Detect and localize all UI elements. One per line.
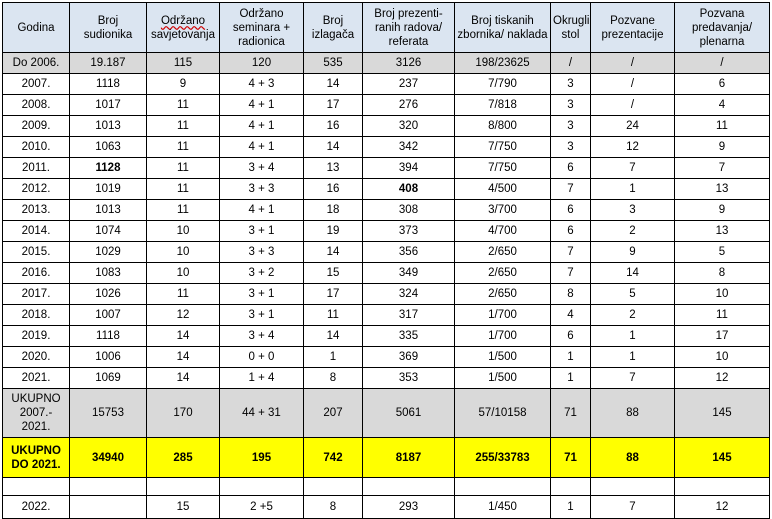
cell-pozvana-predavanja: 145 (675, 438, 770, 478)
cell-odrzano-savjetovanja: 10 (147, 242, 220, 263)
cell-pozvana-predavanja: 7 (675, 158, 770, 179)
cell-pozvane-prezentacije: 5 (591, 284, 675, 305)
statistics-table (2, 2, 770, 519)
cell-okrugli-stol: 1 (551, 347, 591, 368)
cell-izlagaca: 14 (304, 326, 363, 347)
cell-pozvane-prezentacije: 7 (591, 368, 675, 389)
cell-okrugli-stol: 3 (551, 95, 591, 116)
cell-broj-sudionika: 1026 (70, 284, 147, 305)
cell-zbornika: 1/700 (455, 305, 551, 326)
cell-izlagaca: 18 (304, 200, 363, 221)
cell-odrzano-savjetovanja: 170 (147, 389, 220, 438)
cell-radova: 356 (363, 242, 455, 263)
cell-odrzano-savjetovanja: 11 (147, 179, 220, 200)
cell-radova: 308 (363, 200, 455, 221)
cell-zbornika: 1/700 (455, 326, 551, 347)
cell-godina: UKUPNO 2007.- 2021. (3, 389, 70, 438)
header-godina: Godina (3, 3, 70, 53)
table-row (3, 326, 770, 347)
cell-seminara: 4 + 1 (220, 95, 304, 116)
header-radova: Broj prezenti-ranih radova/ referata (363, 3, 455, 53)
cell-zbornika: 57/10158 (455, 389, 551, 438)
cell-zbornika: 1/450 (455, 496, 551, 519)
cell-zbornika: 7/818 (455, 95, 551, 116)
cell-broj-sudionika: 34940 (70, 438, 147, 478)
cell-godina: 2014. (3, 221, 70, 242)
cell-odrzano-savjetovanja: 9 (147, 74, 220, 95)
cell-broj-sudionika (70, 496, 147, 519)
header-odrzano-savjetovanja (147, 3, 220, 53)
table-row (3, 200, 770, 221)
cell-broj-sudionika: 1013 (70, 200, 147, 221)
row-2022 (3, 496, 770, 519)
header-okrugli-stol: Okrugli stol (551, 3, 591, 53)
cell-odrzano-savjetovanja: 14 (147, 368, 220, 389)
cell-okrugli-stol: / (551, 53, 591, 74)
cell-okrugli-stol: 6 (551, 200, 591, 221)
cell-broj-sudionika: 1128 (70, 158, 147, 179)
cell-godina: 2011. (3, 158, 70, 179)
cell-broj-sudionika: 1019 (70, 179, 147, 200)
header-pozvane-prezentacije: Pozvane prezentacije (591, 3, 675, 53)
header-zbornika: Broj tiskanih zbornika/ naklada (455, 3, 551, 53)
cell-broj-sudionika: 1029 (70, 242, 147, 263)
table-row (3, 347, 770, 368)
cell-izlagaca: 16 (304, 179, 363, 200)
cell-pozvane-prezentacije: 7 (591, 496, 675, 519)
cell-radova: 237 (363, 74, 455, 95)
cell-broj-sudionika: 1074 (70, 221, 147, 242)
cell-radova: 353 (363, 368, 455, 389)
cell-zbornika: 7/750 (455, 158, 551, 179)
cell-zbornika: 8/800 (455, 116, 551, 137)
cell-radova: 3126 (363, 53, 455, 74)
cell-odrzano-savjetovanja: 15 (147, 496, 220, 519)
cell-pozvana-predavanja: 12 (675, 368, 770, 389)
cell-okrugli-stol: 6 (551, 221, 591, 242)
cell-odrzano-savjetovanja: 11 (147, 137, 220, 158)
cell-radova: 324 (363, 284, 455, 305)
cell-izlagaca: 14 (304, 137, 363, 158)
cell-seminara: 3 + 4 (220, 158, 304, 179)
empty-cell (147, 478, 220, 496)
cell-izlagaca: 14 (304, 242, 363, 263)
cell-okrugli-stol: 7 (551, 179, 591, 200)
cell-zbornika: 1/500 (455, 368, 551, 389)
cell-zbornika: 4/500 (455, 179, 551, 200)
cell-izlagaca: 8 (304, 496, 363, 519)
cell-radova: 408 (363, 179, 455, 200)
cell-pozvana-predavanja: 10 (675, 347, 770, 368)
cell-godina: 2020. (3, 347, 70, 368)
empty-cell (70, 478, 147, 496)
cell-izlagaca: 19 (304, 221, 363, 242)
cell-godina: 2021. (3, 368, 70, 389)
cell-odrzano-savjetovanja: 11 (147, 95, 220, 116)
cell-izlagaca: 17 (304, 95, 363, 116)
cell-radova: 369 (363, 347, 455, 368)
cell-odrzano-savjetovanja: 14 (147, 347, 220, 368)
cell-izlagaca: 8 (304, 368, 363, 389)
cell-godina: 2010. (3, 137, 70, 158)
cell-izlagaca: 207 (304, 389, 363, 438)
cell-okrugli-stol: 8 (551, 284, 591, 305)
cell-broj-sudionika: 1118 (70, 326, 147, 347)
cell-pozvana-predavanja: 12 (675, 496, 770, 519)
table-row (3, 74, 770, 95)
table-row (3, 263, 770, 284)
empty-cell (3, 478, 70, 496)
cell-broj-sudionika: 15753 (70, 389, 147, 438)
cell-pozvane-prezentacije: / (591, 74, 675, 95)
cell-godina: 2008. (3, 95, 70, 116)
cell-okrugli-stol: 3 (551, 116, 591, 137)
cell-odrzano-savjetovanja: 285 (147, 438, 220, 478)
cell-pozvana-predavanja: 6 (675, 74, 770, 95)
cell-pozvane-prezentacije: 88 (591, 438, 675, 478)
cell-odrzano-savjetovanja: 11 (147, 158, 220, 179)
cell-godina: Do 2006. (3, 53, 70, 74)
cell-seminara: 4 + 1 (220, 137, 304, 158)
cell-okrugli-stol: 71 (551, 389, 591, 438)
row-ukupno-do-2021 (3, 438, 770, 478)
table-row (3, 242, 770, 263)
cell-pozvana-predavanja: 11 (675, 305, 770, 326)
cell-pozvane-prezentacije: 7 (591, 158, 675, 179)
cell-pozvane-prezentacije: 1 (591, 347, 675, 368)
cell-izlagaca: 742 (304, 438, 363, 478)
table-row (3, 305, 770, 326)
empty-cell (675, 478, 770, 496)
cell-broj-sudionika: 1007 (70, 305, 147, 326)
cell-zbornika: 2/650 (455, 242, 551, 263)
cell-okrugli-stol: 6 (551, 158, 591, 179)
cell-pozvana-predavanja: 5 (675, 242, 770, 263)
cell-seminara: 3 + 3 (220, 179, 304, 200)
cell-pozvane-prezentacije: 24 (591, 116, 675, 137)
cell-pozvana-predavanja: 17 (675, 326, 770, 347)
cell-pozvane-prezentacije: / (591, 53, 675, 74)
cell-godina: 2007. (3, 74, 70, 95)
cell-pozvana-predavanja: 145 (675, 389, 770, 438)
cell-pozvana-predavanja: 13 (675, 179, 770, 200)
cell-seminara: 195 (220, 438, 304, 478)
cell-izlagaca: 16 (304, 116, 363, 137)
cell-seminara: 4 + 3 (220, 74, 304, 95)
cell-seminara: 3 + 2 (220, 263, 304, 284)
cell-seminara: 0 + 0 (220, 347, 304, 368)
cell-zbornika: 7/790 (455, 74, 551, 95)
table-row (3, 158, 770, 179)
cell-broj-sudionika: 1118 (70, 74, 147, 95)
header-odrzano-word: Održano (160, 14, 206, 27)
cell-odrzano-savjetovanja: 11 (147, 284, 220, 305)
cell-pozvane-prezentacije: 14 (591, 263, 675, 284)
cell-pozvane-prezentacije: 88 (591, 389, 675, 438)
blank-row (3, 478, 770, 496)
cell-izlagaca: 14 (304, 74, 363, 95)
cell-okrugli-stol: 7 (551, 242, 591, 263)
cell-broj-sudionika: 1013 (70, 116, 147, 137)
cell-zbornika: 3/700 (455, 200, 551, 221)
cell-pozvana-predavanja: 9 (675, 137, 770, 158)
cell-okrugli-stol: 1 (551, 368, 591, 389)
cell-zbornika: 4/700 (455, 221, 551, 242)
cell-odrzano-savjetovanja: 10 (147, 221, 220, 242)
header-izlagaca: Broj izlagača (304, 3, 363, 53)
cell-izlagaca: 11 (304, 305, 363, 326)
cell-pozvana-predavanja: / (675, 53, 770, 74)
cell-seminara: 3 + 1 (220, 305, 304, 326)
empty-cell (220, 478, 304, 496)
cell-pozvane-prezentacije: 2 (591, 221, 675, 242)
cell-radova: 342 (363, 137, 455, 158)
cell-radova: 394 (363, 158, 455, 179)
cell-pozvana-predavanja: 13 (675, 221, 770, 242)
cell-seminara: 3 + 1 (220, 284, 304, 305)
cell-pozvana-predavanja: 8 (675, 263, 770, 284)
cell-okrugli-stol: 7 (551, 263, 591, 284)
empty-cell (363, 478, 455, 496)
cell-seminara: 3 + 3 (220, 242, 304, 263)
cell-godina: 2015. (3, 242, 70, 263)
cell-radova: 293 (363, 496, 455, 519)
cell-zbornika: 7/750 (455, 137, 551, 158)
cell-godina: 2012. (3, 179, 70, 200)
cell-zbornika: 1/500 (455, 347, 551, 368)
cell-odrzano-savjetovanja: 115 (147, 53, 220, 74)
cell-seminara: 44 + 31 (220, 389, 304, 438)
cell-odrzano-savjetovanja: 11 (147, 116, 220, 137)
cell-izlagaca: 535 (304, 53, 363, 74)
empty-cell (551, 478, 591, 496)
cell-okrugli-stol: 3 (551, 74, 591, 95)
cell-godina: UKUPNO DO 2021. (3, 438, 70, 478)
cell-seminara: 120 (220, 53, 304, 74)
cell-godina: 2019. (3, 326, 70, 347)
table-row (3, 221, 770, 242)
cell-godina: 2009. (3, 116, 70, 137)
cell-pozvana-predavanja: 9 (675, 200, 770, 221)
cell-radova: 335 (363, 326, 455, 347)
table-row (3, 137, 770, 158)
cell-seminara: 1 + 4 (220, 368, 304, 389)
cell-radova: 320 (363, 116, 455, 137)
cell-okrugli-stol: 4 (551, 305, 591, 326)
cell-broj-sudionika: 1017 (70, 95, 147, 116)
cell-seminara: 4 + 1 (220, 116, 304, 137)
cell-pozvana-predavanja: 10 (675, 284, 770, 305)
cell-broj-sudionika: 1069 (70, 368, 147, 389)
table-row (3, 116, 770, 137)
header-broj-sudionika: Broj sudionika (70, 3, 147, 53)
cell-pozvane-prezentacije: 2 (591, 305, 675, 326)
cell-broj-sudionika: 19.187 (70, 53, 147, 74)
cell-zbornika: 2/650 (455, 263, 551, 284)
cell-okrugli-stol: 3 (551, 137, 591, 158)
table-row (3, 179, 770, 200)
cell-pozvana-predavanja: 11 (675, 116, 770, 137)
cell-radova: 8187 (363, 438, 455, 478)
cell-okrugli-stol: 1 (551, 496, 591, 519)
row-do-2006 (3, 53, 770, 74)
header-savjetovanja-word: savjetovanja (151, 28, 215, 41)
cell-odrzano-savjetovanja: 12 (147, 305, 220, 326)
cell-seminara: 3 + 4 (220, 326, 304, 347)
cell-izlagaca: 15 (304, 263, 363, 284)
cell-godina: 2013. (3, 200, 70, 221)
cell-broj-sudionika: 1063 (70, 137, 147, 158)
cell-pozvane-prezentacije: 1 (591, 179, 675, 200)
empty-cell (304, 478, 363, 496)
cell-godina: 2018. (3, 305, 70, 326)
cell-godina: 2022. (3, 496, 70, 519)
table-row (3, 284, 770, 305)
cell-seminara: 2 +5 (220, 496, 304, 519)
cell-radova: 373 (363, 221, 455, 242)
cell-godina: 2016. (3, 263, 70, 284)
table-row (3, 95, 770, 116)
cell-godina: 2017. (3, 284, 70, 305)
cell-seminara: 3 + 1 (220, 221, 304, 242)
cell-radova: 349 (363, 263, 455, 284)
cell-radova: 5061 (363, 389, 455, 438)
cell-seminara: 4 + 1 (220, 200, 304, 221)
header-row (3, 3, 770, 53)
cell-odrzano-savjetovanja: 11 (147, 200, 220, 221)
empty-cell (591, 478, 675, 496)
cell-pozvane-prezentacije: 3 (591, 200, 675, 221)
header-pozvana-predavanja: Pozvana predavanja/ plenarna (675, 3, 770, 53)
cell-pozvane-prezentacije: 1 (591, 326, 675, 347)
cell-zbornika: 198/23625 (455, 53, 551, 74)
cell-okrugli-stol: 71 (551, 438, 591, 478)
cell-okrugli-stol: 6 (551, 326, 591, 347)
header-seminara: Održano seminara + radionica (220, 3, 304, 53)
cell-broj-sudionika: 1006 (70, 347, 147, 368)
cell-pozvane-prezentacije: 12 (591, 137, 675, 158)
cell-izlagaca: 13 (304, 158, 363, 179)
table-row (3, 368, 770, 389)
cell-izlagaca: 17 (304, 284, 363, 305)
cell-zbornika: 255/33783 (455, 438, 551, 478)
cell-odrzano-savjetovanja: 10 (147, 263, 220, 284)
empty-cell (455, 478, 551, 496)
cell-radova: 276 (363, 95, 455, 116)
cell-pozvane-prezentacije: / (591, 95, 675, 116)
cell-izlagaca: 1 (304, 347, 363, 368)
cell-zbornika: 2/650 (455, 284, 551, 305)
cell-broj-sudionika: 1083 (70, 263, 147, 284)
cell-pozvana-predavanja: 4 (675, 95, 770, 116)
cell-odrzano-savjetovanja: 14 (147, 326, 220, 347)
row-ukupno-2007-2021 (3, 389, 770, 438)
cell-radova: 317 (363, 305, 455, 326)
cell-pozvane-prezentacije: 9 (591, 242, 675, 263)
